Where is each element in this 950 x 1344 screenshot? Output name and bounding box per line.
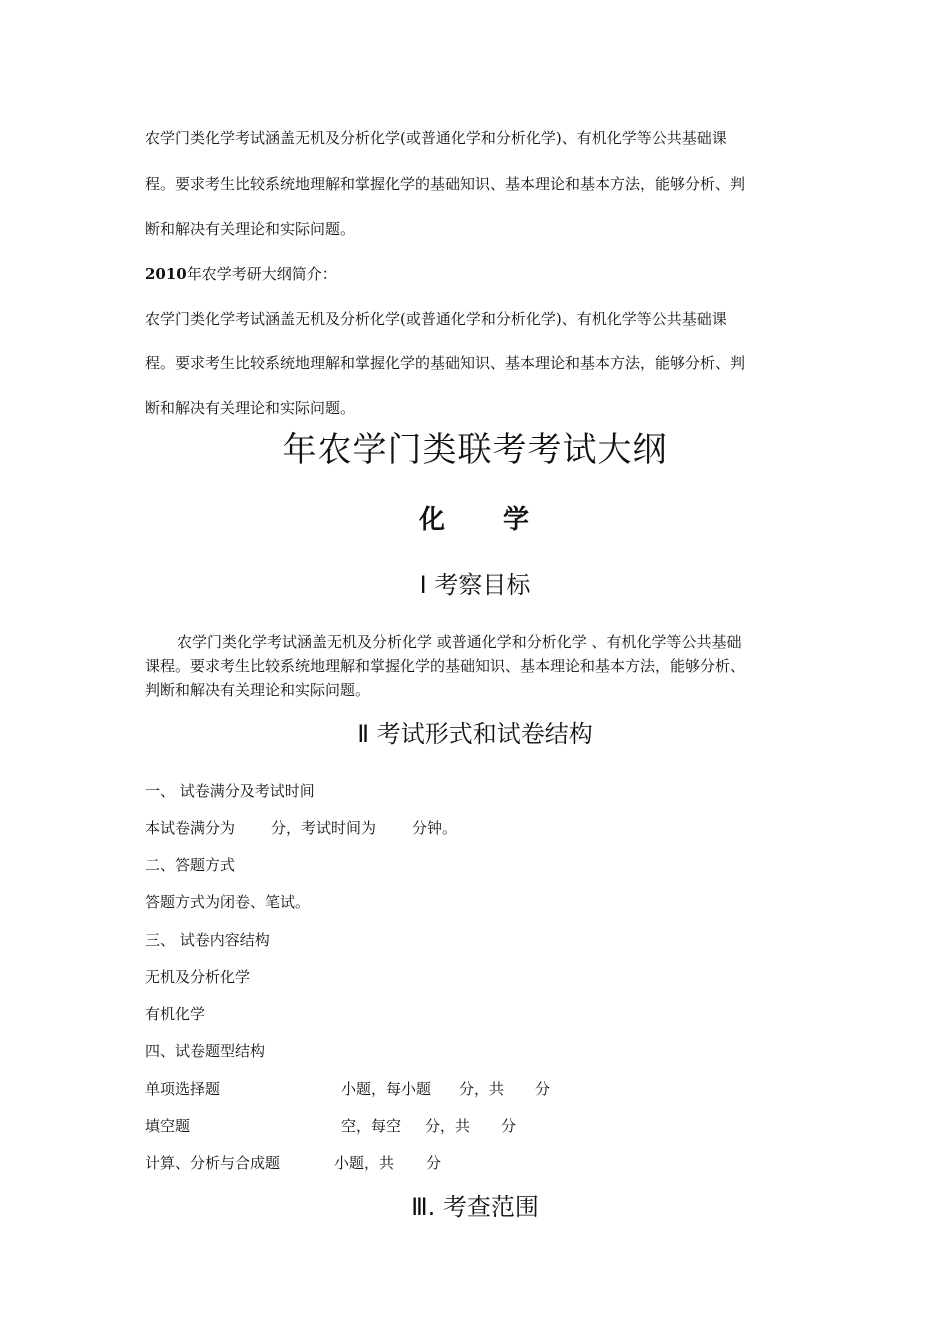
item-2-heading: 二、答题方式 [145,856,236,874]
item-1-text-a: 本试卷满分为 [145,819,236,837]
q3-label: 计算、分析与合成题 [145,1154,281,1172]
section-3-title: Ⅲ. 考查范围 [411,1193,539,1221]
item-1-text [145,818,457,838]
item-1-text-b: 分，考试时间为 [271,819,377,837]
section-1-title: Ⅰ 考察目标 [419,571,531,599]
item-2-text: 答题方式为闭卷、笔试。 [145,893,311,911]
q2-c: 分 [501,1117,517,1135]
intro-1-line-3: 断和解决有关理论和实际问题。 [145,220,356,238]
intro-2-line-1: 农学门类化学考试涵盖无机及分析化学(或普通化学和分析化学)、有机化学等公共基础课 [145,310,727,328]
item-3-line-1: 无机及分析化学 [145,968,251,986]
q3-b: 分 [426,1154,442,1172]
section-1-line-2: 课程。要求考生比较系统地理解和掌握化学的基础知识、基本理论和基本方法，能够分析、 [145,657,746,675]
item-1-heading: 一、 试卷满分及考试时间 [145,782,315,800]
q2-a: 空，每空 [341,1117,402,1135]
item-4-heading: 四、试卷题型结构 [145,1042,266,1060]
q2-b: 分，共 [425,1117,471,1135]
intro-1-line-1: 农学门类化学考试涵盖无机及分析化学(或普通化学和分析化学)、有机化学等公共基础课 [145,129,727,147]
summary-year: 2010 [145,265,187,283]
intro-1-line-2: 程。要求考生比较系统地理解和掌握化学的基础知识、基本理论和基本方法，能够分析、判 [145,175,746,193]
item-1-text-c: 分钟。 [412,819,458,837]
q3-a: 小题，共 [334,1154,395,1172]
section-1-paragraph [145,630,810,702]
q1-a: 小题，每小题 [341,1080,432,1098]
q1-label: 单项选择题 [145,1080,221,1098]
q1-b: 分，共 [459,1080,505,1098]
q2-label: 填空题 [145,1117,191,1135]
summary-heading-text: 年农学考研大纲简介： [186,265,337,283]
q1-c: 分 [535,1080,551,1098]
section-1-line-3: 判断和解决有关理论和实际问题。 [145,681,371,699]
item-3-heading: 三、 试卷内容结构 [145,931,270,949]
doc-title: 年农学门类联考考试大纲 [282,430,668,470]
summary-heading [145,264,810,284]
intro-2-line-3: 断和解决有关理论和实际问题。 [145,399,356,417]
doc-subtitle: 化 学 [418,505,531,535]
section-1-line-1: 农学门类化学考试涵盖无机及分析化学 或普通化学和分析化学 、有机化学等公共基础 [177,633,742,651]
section-2-title: Ⅱ 考试形式和试卷结构 [357,720,593,748]
intro-2-line-2: 程。要求考生比较系统地理解和掌握化学的基础知识、基本理论和基本方法，能够分析、判 [145,354,746,372]
item-3-line-2: 有机化学 [145,1005,206,1023]
